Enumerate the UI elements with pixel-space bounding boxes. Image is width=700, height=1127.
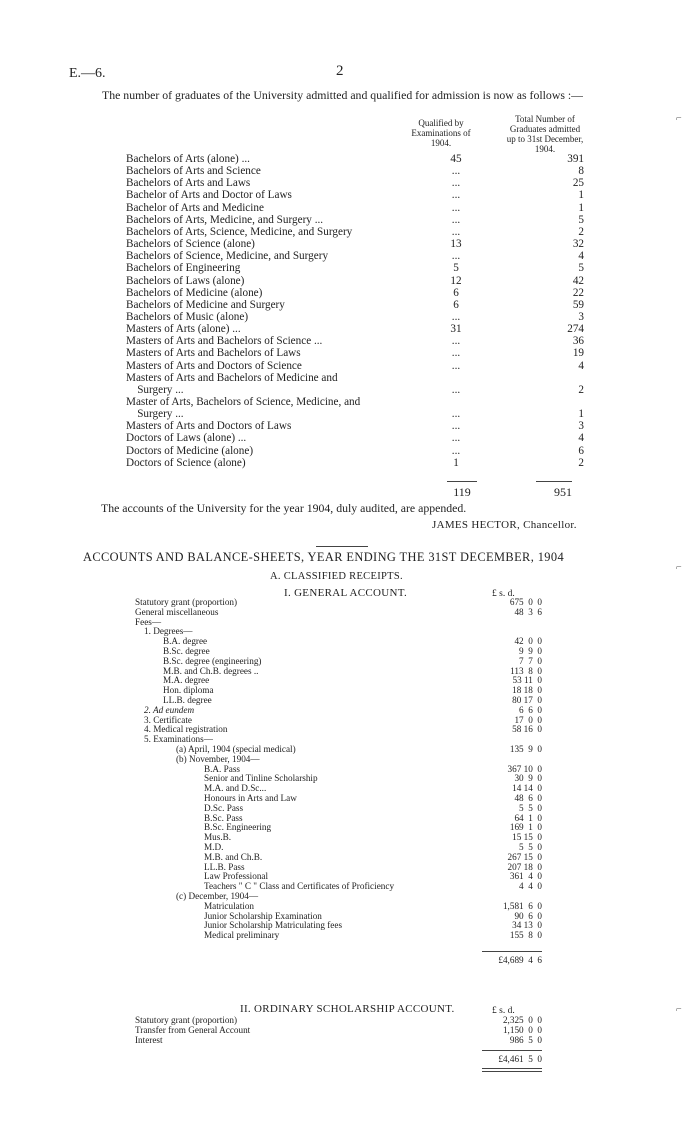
general-total-rule [482, 951, 542, 952]
graduate-qualified-1904: 12 [450, 274, 462, 287]
graduate-total-admitted: 391 [567, 153, 584, 165]
receipt-row [0, 617, 700, 627]
receipt-amount: 367 10 0 [507, 763, 542, 774]
graduate-row [126, 189, 586, 201]
graduate-row [126, 250, 586, 262]
graduate-degree: Bachelors of Music (alone) [126, 310, 249, 323]
receipt-row [0, 901, 700, 911]
receipt-label: D.Sc. Pass [204, 802, 244, 813]
graduate-total-admitted: 274 [567, 323, 584, 336]
receipt-row [0, 685, 700, 695]
receipt-row [0, 930, 700, 940]
graduate-degree: Doctors of Medicine (alone) [126, 444, 254, 457]
document-reference: E.—6. [69, 66, 106, 81]
receipt-row [0, 911, 700, 921]
intro-paragraph: The number of graduates of the University admitted and qualified for admission is now as follows :— [102, 88, 583, 102]
receipt-label: B.Sc. degree [163, 646, 210, 656]
receipt-amount: 6 6 0 [519, 704, 542, 715]
receipt-amount: 207 18 0 [507, 861, 542, 872]
graduate-qualified-1904: 6 [453, 298, 459, 311]
graduate-degree: Bachelors of Arts, Science, Medicine, and Surgery [126, 225, 353, 238]
graduate-total-admitted: 2 [578, 456, 584, 469]
receipt-amount: 267 15 0 [507, 851, 542, 862]
receipt-row [0, 646, 700, 656]
receipt-amount: 5 5 0 [519, 802, 542, 813]
accounts-title: ACCOUNTS AND BALANCE-SHEETS, YEAR ENDING THE 31ST DECEMBER, 1904 [83, 550, 565, 564]
double-rule-bottom [482, 1071, 542, 1072]
graduate-total-admitted: 5 [578, 213, 584, 226]
margin-mark: ⌐ [676, 1004, 682, 1015]
receipt-label: LL.B. degree [163, 695, 212, 705]
graduate-row [126, 335, 586, 347]
graduate-degree: Bachelors of Medicine (alone) [126, 286, 263, 299]
graduate-qualified-1904: ... [451, 347, 461, 360]
receipt-label: Interest [135, 1034, 163, 1045]
graduate-qualified-1904: ... [451, 189, 461, 202]
scholarship-account-heading: II. ORDINARY SCHOLARSHIP ACCOUNT. [240, 1003, 455, 1015]
classified-receipts-heading: A. CLASSIFIED RECEIPTS. [270, 571, 403, 582]
scholarship-lsd-header: £ s. d. [492, 1006, 515, 1016]
graduate-row [126, 311, 586, 323]
graduate-total-admitted: 4 [578, 359, 584, 372]
receipt-label: Transfer from General Account [135, 1024, 251, 1035]
graduate-degree: Bachelors of Engineering [126, 262, 241, 275]
receipt-label: M.B. and Ch.B. degrees .. [163, 665, 259, 676]
graduate-row [126, 226, 586, 238]
graduate-qualified-1904: ... [451, 420, 461, 433]
general-total: £4,689 4 6 [498, 955, 542, 965]
graduate-qualified-1904: ... [451, 177, 461, 190]
receipt-row [0, 881, 700, 891]
receipt-label: Fees— [135, 616, 162, 627]
graduate-row [126, 420, 586, 432]
receipt-amount: 53 11 0 [512, 675, 542, 686]
receipt-label: Medical preliminary [204, 930, 280, 941]
graduate-total-admitted: 2 [578, 225, 584, 238]
graduate-row [126, 432, 586, 444]
graduate-row [126, 287, 586, 299]
column-head-total: Total Number of Graduates admitted up to 31st December, 1904. [506, 114, 584, 154]
receipt-label: B.A. Pass [204, 763, 240, 774]
receipt-label: M.D. [204, 842, 224, 852]
graduate-qualified-1904: ... [451, 335, 461, 348]
graduate-row [126, 323, 586, 335]
graduate-qualified-1904: 13 [450, 238, 462, 251]
graduate-total-admitted: 3 [578, 310, 584, 323]
graduate-degree: Bachelors of Arts and Laws [126, 177, 251, 190]
receipt-label: B.Sc. degree (engineering) [163, 655, 262, 666]
receipt-label: Junior Scholarship Matriculating fees [204, 920, 343, 931]
graduate-total-admitted: 59 [572, 298, 584, 311]
receipt-label: (a) April, 1904 (special medical) [176, 744, 296, 754]
graduate-qualified-1904: ... [451, 310, 461, 323]
graduate-degree: Bachelors of Arts and Science [126, 165, 261, 178]
graduate-qualified-1904: ... [451, 444, 461, 457]
graduate-degree: Doctors of Science (alone) [126, 456, 246, 469]
graduate-total-admitted: 3 [578, 420, 584, 433]
graduate-row [126, 214, 586, 226]
receipt-label: 1. Degrees— [144, 626, 193, 637]
receipt-label: (b) November, 1904— [176, 753, 260, 764]
column-head-qualified: Qualified by Examinations of 1904. [411, 118, 471, 148]
graduate-qualified-1904: ... [451, 201, 461, 214]
graduate-qualified-1904: ... [451, 408, 461, 421]
receipt-row [0, 773, 700, 783]
receipt-label: Senior and Tinline Scholarship [204, 773, 318, 784]
receipt-row [0, 813, 700, 823]
receipt-row [0, 675, 700, 685]
graduate-row [126, 457, 586, 469]
receipt-row [0, 607, 700, 617]
graduate-degree: Bachelors of Medicine and Surgery [126, 298, 285, 311]
graduate-degree: Masters of Arts and Bachelors of Laws [126, 347, 301, 360]
graduate-degree: Masters of Arts (alone) ... [126, 323, 241, 336]
receipt-amount: 14 14 0 [512, 783, 542, 794]
receipt-row [0, 724, 700, 734]
graduate-degree: Surgery ... [126, 383, 184, 396]
graduate-total-admitted: 1 [578, 189, 584, 202]
receipt-amount: 4 4 0 [519, 881, 542, 892]
receipt-row [0, 715, 700, 725]
receipt-row [0, 842, 700, 852]
receipt-amount: 675 0 0 [509, 597, 542, 607]
receipt-amount: 135 9 0 [509, 744, 542, 754]
graduate-row [126, 238, 586, 250]
graduate-qualified-1904: 45 [450, 153, 462, 165]
graduate-degree: Bachelors of Laws (alone) [126, 274, 245, 287]
receipt-amount: 48 3 6 [514, 606, 542, 617]
graduate-row [126, 347, 586, 359]
receipt-amount: 80 17 0 [512, 695, 542, 705]
graduate-total-admitted: 2 [578, 383, 584, 396]
receipt-row [0, 793, 700, 803]
receipt-row [0, 754, 700, 764]
receipt-label: Law Professional [204, 871, 269, 882]
graduate-qualified-1904: ... [451, 225, 461, 238]
receipt-row [0, 1015, 700, 1025]
receipt-row [0, 862, 700, 872]
double-rule-top [482, 1068, 542, 1069]
graduate-degree: Bachelors of Arts, Medicine, and Surgery ... [126, 213, 324, 226]
receipt-amount: 113 8 0 [510, 665, 542, 676]
receipt-amount: 18 18 0 [512, 685, 542, 696]
receipt-label: Matriculation [204, 900, 255, 911]
receipt-row [0, 822, 700, 832]
receipt-amount: 7 7 0 [519, 655, 542, 666]
receipt-label: 3. Certificate [144, 714, 192, 725]
graduate-qualified-1904: ... [451, 383, 461, 396]
receipt-row [0, 803, 700, 813]
graduate-total-admitted: 6 [578, 444, 584, 457]
receipt-row [0, 832, 700, 842]
graduate-total-admitted: 19 [572, 347, 584, 360]
margin-mark: ⌐ [676, 562, 682, 573]
receipt-label: Hon. diploma [163, 685, 214, 696]
subtotal-rule-2 [536, 481, 572, 482]
graduate-row [126, 396, 586, 408]
page-number: 2 [336, 63, 344, 79]
receipt-row [0, 734, 700, 744]
receipt-row [0, 597, 700, 607]
receipt-amount: 986 5 0 [509, 1034, 542, 1045]
receipt-row [0, 1025, 700, 1035]
graduate-total-admitted: 5 [578, 262, 584, 275]
receipt-amount: 155 8 0 [509, 930, 542, 941]
receipt-label: Statutory grant (proportion) [135, 1015, 238, 1025]
graduate-row [126, 153, 586, 165]
graduate-degree: Bachelors of Arts (alone) ... [126, 153, 250, 165]
graduate-degree: Master of Arts, Bachelors of Science, Medicine, and [126, 396, 361, 408]
receipt-amount: 1,150 0 0 [502, 1024, 542, 1035]
receipt-row [0, 920, 700, 930]
graduate-total-admitted: 4 [578, 432, 584, 445]
receipt-label: 4. Medical registration [144, 724, 228, 735]
graduate-qualified-1904: ... [451, 432, 461, 445]
graduate-total-admitted: 32 [572, 238, 584, 251]
receipt-label: M.A. and D.Sc... [204, 783, 267, 794]
receipt-row [0, 783, 700, 793]
graduate-row [126, 165, 586, 177]
graduate-degree: Masters of Arts and Bachelors of Medicine and [126, 371, 338, 384]
receipt-amount: 2,325 0 0 [502, 1015, 542, 1025]
graduate-total-admitted: 4 [578, 250, 584, 263]
receipt-label: B.Sc. Pass [204, 812, 243, 823]
receipt-label: 2. Ad eundem [144, 704, 195, 715]
general-total-row [0, 955, 700, 965]
receipt-amount: 48 6 0 [514, 793, 542, 803]
graduate-row [126, 275, 586, 287]
graduate-degree: Doctors of Laws (alone) ... [126, 432, 247, 445]
receipt-row [0, 666, 700, 676]
receipt-row [0, 705, 700, 715]
scholarship-total-row [0, 1054, 700, 1064]
graduate-qualified-1904: 1 [453, 456, 459, 469]
graduate-row [126, 445, 586, 457]
graduate-row [126, 408, 586, 420]
graduate-degree: Masters of Arts and Doctors of Laws [126, 420, 292, 433]
receipt-amount: 42 0 0 [514, 636, 542, 647]
graduate-qualified-1904: ... [451, 359, 461, 372]
receipt-label: Teachers " C " Class and Certificates of Proficiency [204, 881, 395, 892]
receipt-label: Statutory grant (proportion) [135, 597, 238, 607]
graduate-row [126, 202, 586, 214]
graduate-qualified-1904: 6 [453, 286, 459, 299]
signature: JAMES HECTOR, Chancellor. [432, 519, 577, 531]
receipt-row [0, 744, 700, 754]
receipt-row [0, 764, 700, 774]
receipt-amount: 169 1 0 [509, 822, 542, 833]
receipt-row [0, 852, 700, 862]
closing-statement: The accounts of the University for the year 1904, duly audited, are appended. [101, 501, 467, 515]
receipt-amount: 361 4 0 [509, 871, 542, 882]
graduate-total-admitted: 8 [578, 165, 584, 178]
graduate-total-admitted: 25 [572, 177, 584, 190]
receipt-amount: 90 6 0 [514, 910, 542, 921]
graduate-row [126, 177, 586, 189]
graduate-qualified-1904: ... [451, 213, 461, 226]
receipt-amount: 30 9 0 [514, 773, 542, 784]
general-account-heading: I. GENERAL ACCOUNT. [284, 587, 408, 599]
receipt-row [0, 891, 700, 901]
graduates-total-admitted: 951 [554, 485, 572, 499]
graduate-degree: Masters of Arts and Doctors of Science [126, 359, 302, 372]
receipt-label: Junior Scholarship Examination [204, 910, 322, 921]
receipt-row [0, 1035, 700, 1045]
receipt-row [0, 871, 700, 881]
graduate-total-admitted: 42 [572, 274, 584, 287]
receipt-label: Mus.B. [204, 832, 232, 843]
graduate-degree: Bachelor of Arts and Medicine [126, 201, 264, 214]
graduate-qualified-1904: ... [451, 250, 461, 263]
receipt-row [0, 656, 700, 666]
graduate-degree: Bachelor of Arts and Doctor of Laws [126, 189, 292, 202]
receipt-amount: 15 15 0 [512, 832, 542, 843]
graduate-qualified-1904: 31 [450, 323, 462, 336]
graduate-total-admitted: 1 [578, 408, 584, 421]
receipt-label: 5. Examinations— [144, 734, 213, 745]
receipt-row [0, 695, 700, 705]
receipt-amount: 5 5 0 [519, 842, 542, 852]
receipt-row [0, 636, 700, 646]
graduate-total-admitted: 36 [572, 335, 584, 348]
receipt-label: LL.B. Pass [204, 861, 245, 872]
graduate-qualified-1904: ... [451, 165, 461, 178]
graduate-row [126, 384, 586, 396]
receipt-label: M.A. degree [163, 675, 210, 686]
receipt-amount: 34 13 0 [512, 920, 542, 931]
subtotal-rule-1 [447, 481, 477, 482]
receipt-label: (c) December, 1904— [176, 891, 259, 901]
receipt-label: General miscellaneous [135, 606, 219, 617]
graduate-row [126, 299, 586, 311]
scholarship-total: £4,461 5 0 [498, 1054, 542, 1064]
graduate-total-admitted: 22 [572, 286, 584, 299]
graduate-total-admitted: 1 [578, 201, 584, 214]
graduate-degree: Masters of Arts and Bachelors of Science ... [126, 335, 323, 348]
receipt-label: B.A. degree [163, 636, 208, 647]
receipt-amount: 1,581 6 0 [502, 900, 542, 911]
graduate-row [126, 360, 586, 372]
receipt-amount: 9 9 0 [519, 646, 542, 656]
margin-mark: ⌐ [676, 113, 682, 124]
graduate-degree: Surgery ... [126, 408, 184, 421]
graduate-row [126, 372, 586, 384]
receipt-amount: 17 0 0 [514, 714, 542, 725]
scholarship-total-rule [482, 1050, 542, 1051]
receipt-row [0, 626, 700, 636]
receipt-amount: 64 1 0 [514, 812, 542, 823]
receipt-label: M.B. and Ch.B. [204, 851, 263, 862]
graduate-degree: Bachelors of Science (alone) [126, 238, 255, 251]
section-divider [316, 546, 368, 547]
general-lsd-header: £ s. d. [492, 589, 515, 599]
graduate-degree: Bachelors of Science, Medicine, and Surgery [126, 250, 329, 263]
receipt-label: B.Sc. Engineering [204, 822, 272, 833]
graduate-row [126, 262, 586, 274]
receipt-amount: 58 16 0 [512, 724, 542, 735]
graduate-qualified-1904: 5 [453, 262, 459, 275]
graduates-total-qualified: 119 [453, 485, 471, 499]
receipt-label: Honours in Arts and Law [204, 793, 297, 803]
